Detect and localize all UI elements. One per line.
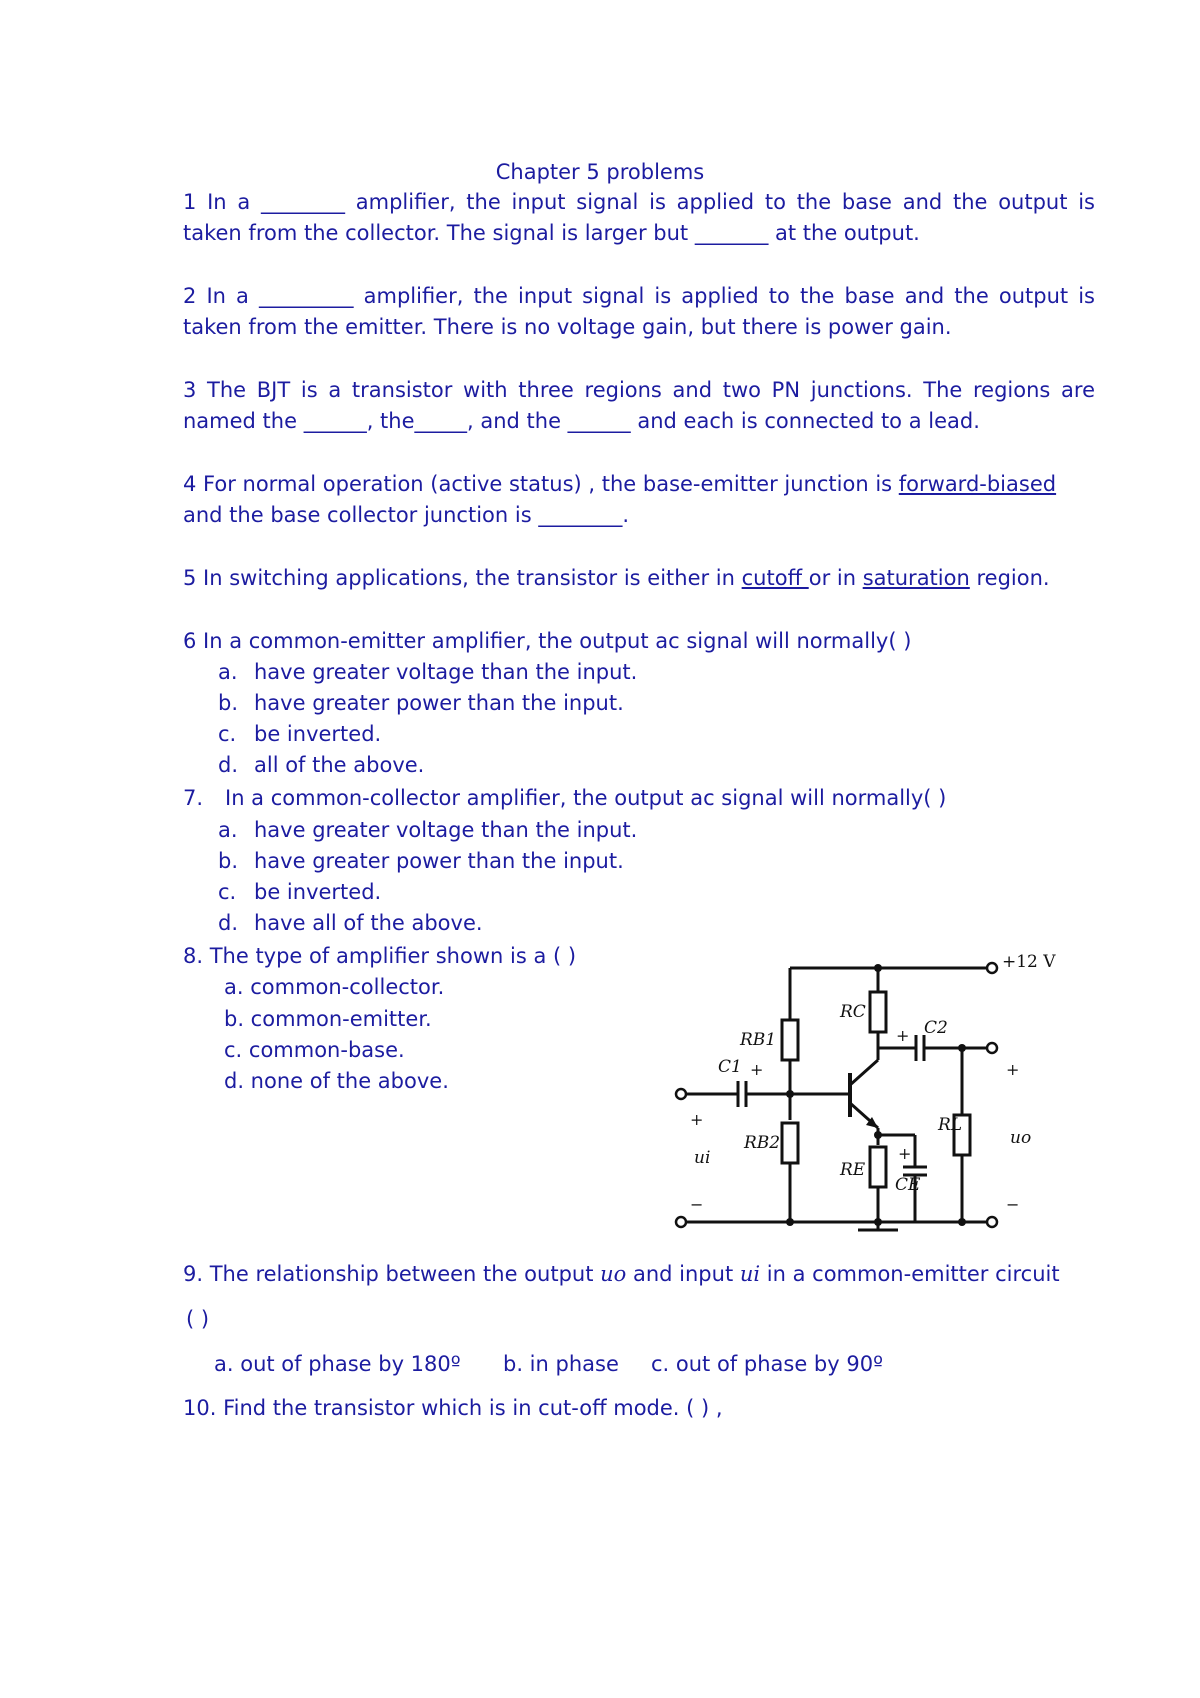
q6-option-c: [218, 722, 381, 746]
input-minus: −: [690, 1195, 704, 1214]
option-text: have greater voltage than the input.: [254, 660, 638, 684]
output-plus: +: [1006, 1060, 1020, 1079]
q6-option-d: [218, 753, 424, 777]
q9-ui-symbol: ui: [739, 1262, 761, 1286]
rc-label: RC: [840, 1002, 866, 1022]
input-terminal-top: [676, 1089, 686, 1099]
input-plus: +: [690, 1110, 704, 1129]
q9-option-a: a. out of phase by 180º: [214, 1352, 461, 1376]
q6-stem: 6 In a common-emitter amplifier, the output ac signal will normally( ): [183, 629, 912, 653]
q9-uo-symbol: uo: [600, 1262, 627, 1286]
rb1-label: RB1: [740, 1030, 777, 1050]
common-emitter-circuit-diagram: [670, 945, 1056, 1245]
q9-stem: [183, 1262, 1060, 1286]
q7-option-b: [218, 849, 624, 873]
re-label: RE: [840, 1160, 866, 1180]
q4-line1: [183, 472, 1056, 496]
q10-stem: 10. Find the transistor which is in cut-off mode. ( ) ,: [183, 1396, 723, 1420]
q9-text-post: in a common-emitter circuit: [760, 1262, 1060, 1286]
rb1-resistor: [782, 1020, 798, 1060]
option-text: be inverted.: [254, 722, 382, 746]
rb2-label: RB2: [744, 1133, 781, 1153]
q3-line1: 3 The BJT is a transistor with three regions and two PN junctions. The regions are: [183, 378, 1095, 402]
q3-line2: named the ______, the_____, and the ______ and each is connected to a lead.: [183, 409, 980, 433]
q7-number: 7.: [183, 786, 204, 810]
ce-plus: +: [898, 1144, 912, 1163]
q1-line1: 1 In a ________ amplifier, the input signal is applied to the base and the output is: [183, 190, 1095, 214]
q2-line2: taken from the emitter. There is no voltage gain, but there is power gain.: [183, 315, 952, 339]
q7-option-c: [218, 880, 381, 904]
q7-option-d: [218, 911, 483, 935]
option-marker: b.: [218, 691, 239, 715]
q9-option-b: b. in phase: [503, 1352, 619, 1376]
option-marker: a.: [218, 660, 238, 684]
page-title: Chapter 5 problems: [495, 160, 705, 184]
q8-option-a: a. common-collector.: [224, 975, 445, 999]
q5-line: [183, 566, 1050, 590]
q4-underlined-answer: forward-biased: [898, 472, 1057, 496]
option-marker: d.: [218, 753, 239, 777]
q5-underlined-cutoff: cutoff: [741, 566, 809, 590]
q1-line2: taken from the collector. The signal is larger but _______ at the output.: [183, 221, 920, 245]
option-marker: b.: [218, 849, 239, 873]
rb2-resistor: [782, 1123, 798, 1163]
vcc-terminal: [987, 963, 997, 973]
input-terminal-bottom: [676, 1217, 686, 1227]
q6-option-a: [218, 660, 637, 684]
q7-stem: [183, 786, 946, 810]
q5-text-mid: or in: [808, 566, 863, 590]
option-text: be inverted.: [254, 880, 382, 904]
q4-line2: and the base collector junction is ________.: [183, 503, 630, 527]
vcc-label: +12 V: [1002, 952, 1056, 972]
option-marker: a.: [218, 818, 238, 842]
option-text: all of the above.: [254, 753, 425, 777]
option-marker: c.: [218, 880, 237, 904]
q9-option-c: c. out of phase by 90º: [651, 1352, 883, 1376]
c2-plus: +: [896, 1026, 910, 1045]
q8-stem: 8. The type of amplifier shown is a ( ): [183, 944, 577, 968]
option-text: have greater voltage than the input.: [254, 818, 638, 842]
ui-label: ui: [694, 1148, 711, 1168]
option-marker: d.: [218, 911, 239, 935]
output-terminal-bottom: [987, 1217, 997, 1227]
q5-text-post: region.: [969, 566, 1050, 590]
q9-text-mid: and input: [626, 1262, 740, 1286]
uo-label: uo: [1010, 1128, 1032, 1148]
c2-label: C2: [924, 1018, 948, 1038]
c1-label: C1: [718, 1057, 742, 1077]
q6-option-b: [218, 691, 624, 715]
re-resistor: [870, 1147, 886, 1187]
q8-option-b: b. common-emitter.: [224, 1007, 432, 1031]
option-text: have all of the above.: [254, 911, 483, 935]
q8-option-d: d. none of the above.: [224, 1069, 449, 1093]
q7-option-a: [218, 818, 637, 842]
rl-label: RL: [938, 1115, 963, 1135]
option-text: have greater power than the input.: [254, 849, 624, 873]
option-text: have greater power than the input.: [254, 691, 624, 715]
q4-text: 4 For normal operation (active status) , the base-emitter junction is: [183, 472, 899, 496]
q7-stem-text: In a common-collector amplifier, the output ac signal will normally( ): [225, 786, 947, 810]
q9-text-pre: 9. The relationship between the output: [183, 1262, 601, 1286]
ce-label: CE: [895, 1175, 921, 1195]
option-marker: c.: [218, 722, 237, 746]
rc-resistor: [870, 992, 886, 1032]
q2-line1: 2 In a _________ amplifier, the input signal is applied to the base and the output is: [183, 284, 1095, 308]
output-terminal-top: [987, 1043, 997, 1053]
output-minus: −: [1006, 1195, 1020, 1214]
q8-option-c: c. common-base.: [224, 1038, 405, 1062]
transistor-collector-lead: [850, 1060, 878, 1085]
q5-underlined-saturation: saturation: [862, 566, 970, 590]
c1-plus: +: [750, 1060, 764, 1079]
q9-answer-blank: ( ): [186, 1307, 210, 1331]
q5-text-pre: 5 In switching applications, the transistor is either in: [183, 566, 742, 590]
